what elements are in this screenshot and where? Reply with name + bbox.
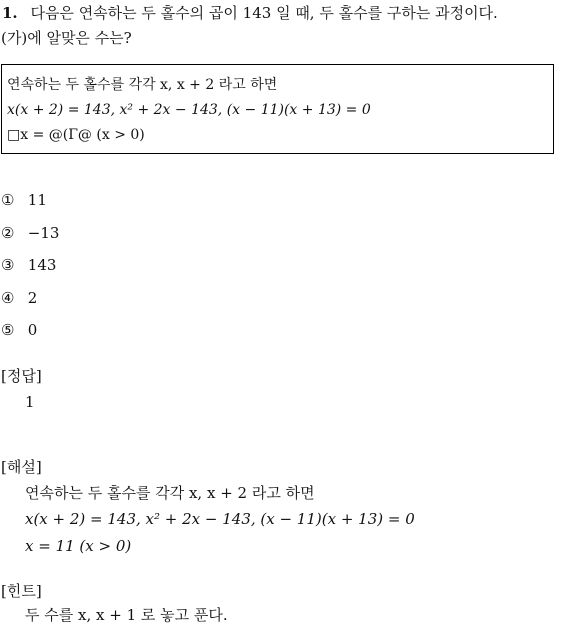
derivation-box [1,64,554,154]
choice-mark: ⑤ [1,321,15,339]
question-line-2: (가)에 알맞은 수는? [1,29,132,47]
choice-2[interactable] [1,224,59,242]
hint-label: [힌트] [1,582,42,600]
choice-mark: ② [1,224,15,242]
choice-1[interactable] [1,191,47,209]
explanation-line-1: 연속하는 두 홀수를 각각 x, x + 2 라고 하면 [25,484,315,502]
choice-mark: ④ [1,289,15,307]
derivation-line-2: x(x + 2) = 143, x² + 2x − 143, (x − 11)(x + 13) = 0 [7,102,371,118]
choice-5[interactable] [1,321,37,339]
hint-text: 두 수를 x, x + 1 로 놓고 푼다. [25,606,228,624]
question-number: 1. [2,4,18,22]
choice-value: 143 [27,256,57,274]
choice-3[interactable] [1,256,56,274]
choice-mark: ① [1,191,15,209]
choice-mark: ③ [1,256,15,274]
choice-value: 2 [27,289,38,307]
choice-4[interactable] [1,289,37,307]
choice-value: −13 [27,224,60,242]
explanation-line-3: x = 11 (x > 0) [25,537,132,555]
question-line-1 [2,4,498,22]
derivation-line-1: 연속하는 두 홀수를 각각 x, x + 2 라고 하면 [7,77,278,93]
answer-value: 1 [25,393,35,411]
explanation-label: [해설] [1,458,42,476]
choice-value: 11 [27,191,47,209]
answer-label: [정답] [1,367,42,385]
choice-value: 0 [27,321,38,339]
derivation-line-3: □x = @(Γ@ (x > 0) [7,127,145,143]
question-text: 다음은 연속하는 두 홀수의 곱이 143 일 때, 두 홀수를 구하는 과정이다. [30,4,498,22]
explanation-line-2: x(x + 2) = 143, x² + 2x − 143, (x − 11)(x + 13) = 0 [25,510,415,528]
